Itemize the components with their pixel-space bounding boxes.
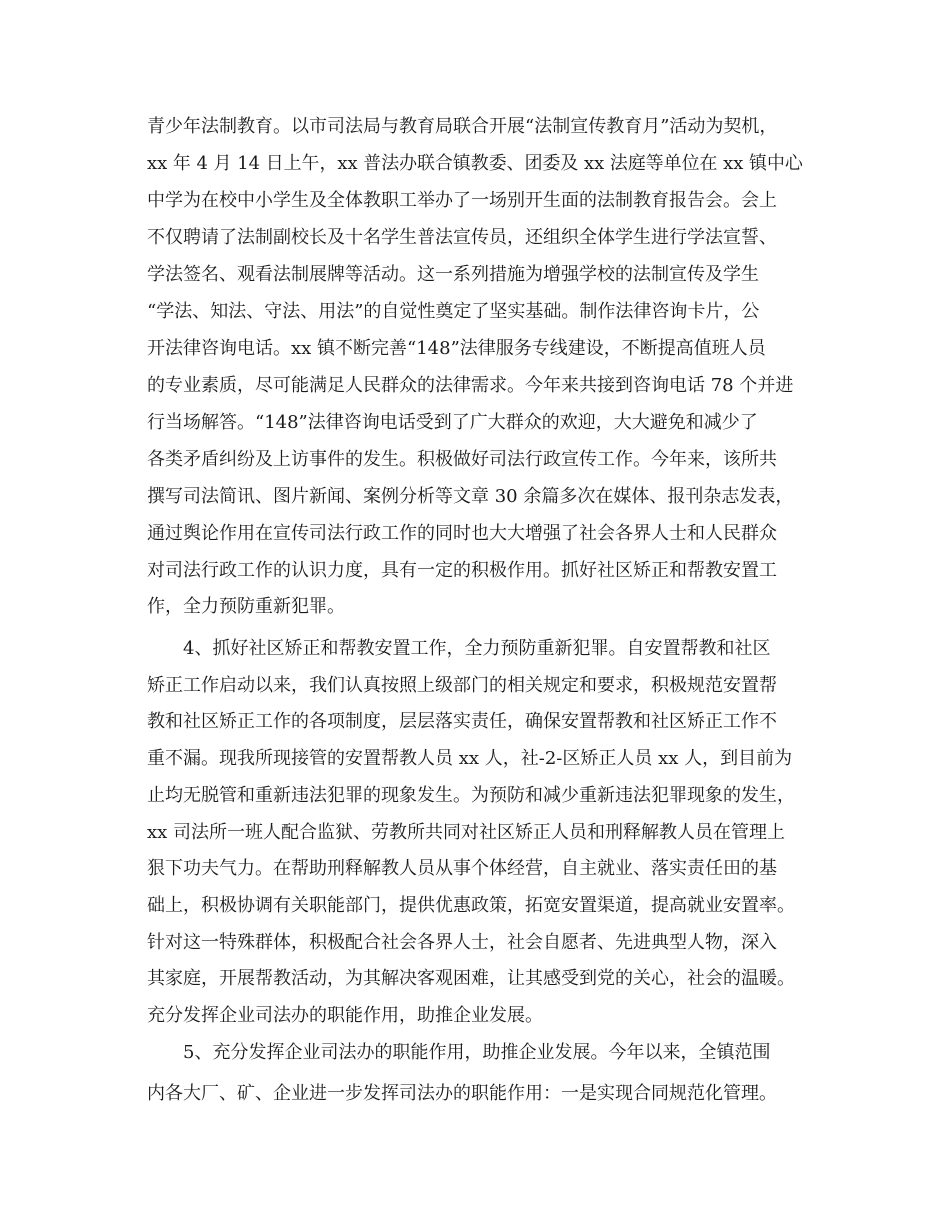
text-line: 开法律咨询电话。xx 镇不断完善“148”法律服务专线建设，不断提高值班人员: [147, 338, 766, 359]
text-line: 内各大厂、矿、企业进一步发挥司法办的职能作用：一是实现合同规范化管理。: [147, 1083, 777, 1104]
text-line: 学法签名、观看法制展牌等活动。这一系列措施为增强学校的法制宣传及学生: [147, 264, 759, 285]
text-line: 作，全力预防重新犯罪。: [147, 596, 345, 617]
text-line: “学法、知法、守法、用法”的自觉性奠定了坚实基础。制作法律咨询卡片，公: [147, 301, 760, 322]
text-line: 通过舆论作用在宣传司法行政工作的同时也大大增强了社会各界人士和人民群众: [147, 523, 777, 544]
text-line: 青少年法制教育。以市司法局与教育局联合开展“法制宣传教育月”活动为契机，: [147, 116, 778, 137]
paragraph-start-line: 4、抓好社区矫正和帮教安置工作，全力预防重新犯罪。自安置帮教和社区: [183, 638, 771, 659]
text-line: 中学为在校中小学生及全体教职工举办了一场别开生面的法制教育报告会。会上: [147, 190, 777, 211]
text-line: 止均无脱管和重新违法犯罪的现象发生。为预防和减少重新违法犯罪现象的发生，: [147, 785, 795, 806]
text-line: 的专业素质，尽可能满足人民群众的法律需求。今年来共接到咨询电话 78 个并进: [147, 375, 794, 396]
text-line: xx 司法所一班人配合监狱、劳教所共同对社区矫正人员和刑释解教人员在管理上: [147, 822, 786, 843]
text-line: 对司法行政工作的认识力度，具有一定的积极作用。抓好社区矫正和帮教安置工: [147, 560, 777, 581]
text-line: xx 年 4 月 14 日上午，xx 普法办联合镇教委、团委及 xx 法庭等单位在 xx 镇中心: [147, 153, 803, 174]
text-line: 础上，积极协调有关职能部门，提供优惠政策，拓宽安置渠道，提高就业安置率。: [147, 895, 795, 916]
text-line: 针对这一特殊群体，积极配合社会各界人士，社会自愿者、先进典型人物，深入: [147, 932, 777, 953]
text-line: 教和社区矫正工作的各项制度，层层落实责任，确保安置帮教和社区矫正工作不: [147, 711, 777, 732]
text-line: 充分发挥企业司法办的职能作用，助推企业发展。: [147, 1005, 543, 1026]
text-line: 狠下功夫气力。在帮助刑释解教人员从事个体经营，自主就业、落实责任田的基: [147, 858, 777, 879]
text-line: 矫正工作启动以来，我们认真按照上级部门的相关规定和要求，积极规范安置帮: [147, 675, 777, 696]
text-line: 其家庭，开展帮教活动，为其解决客观困难，让其感受到党的关心，社会的温暖。: [147, 968, 795, 989]
paragraph-start-line: 5、充分发挥企业司法办的职能作用，助推企业发展。今年以来，全镇范围: [183, 1042, 771, 1063]
text-line: 重不漏。现我所现接管的安置帮教人员 xx 人，社-2-区矫正人员 xx 人，到目前为: [147, 748, 793, 769]
text-line: 不仅聘请了法制副校长及十名学生普法宣传员，还组织全体学生进行学法宣誓、: [147, 227, 777, 248]
text-line: 各类矛盾纠纷及上访事件的发生。积极做好司法行政宣传工作。今年来，该所共: [147, 449, 777, 470]
text-line: 撰写司法简讯、图片新闻、案例分析等文章 30 余篇多次在媒体、报刊杂志发表，: [147, 486, 794, 507]
text-line: 行当场解答。“148”法律咨询电话受到了广大群众的欢迎，大大避免和减少了: [147, 412, 758, 433]
